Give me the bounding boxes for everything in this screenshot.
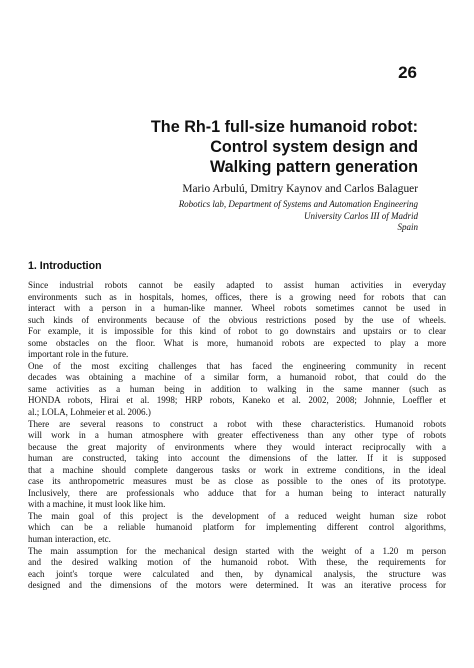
body-line: each joint's torque were calculated and then, by dynamical analysis, the structure was <box>28 568 446 579</box>
body-line: that a machine should complete dangerous tasks or work in extreme conditions, in the ideal <box>28 464 446 475</box>
chapter-title-line: Walking pattern generation <box>209 158 418 176</box>
body-line: Inclusively, there are professionals who adduce that for a human being to interact naturally <box>28 487 446 498</box>
affiliation-line: Robotics lab, Department of Systems and Automation Engineering <box>178 199 418 209</box>
chapter-title <box>78 117 418 177</box>
body-line: case its anthropometric measures must be as close as possible to the ones of its prototype. <box>28 476 446 487</box>
body-line: will work in a human atmosphere with greater effectiveness than any other type of robots <box>28 430 446 441</box>
author-list: Mario Arbulú, Dmitry Kaynov and Carlos Balaguer <box>182 183 418 195</box>
body-line: which can be a reliable humanoid platform for implementing different control algorithms, <box>28 522 446 533</box>
affiliation-line: Spain <box>397 222 418 232</box>
body-line: human interaction, etc. <box>28 534 111 545</box>
body-line: The main goal of this project is the development of a reduced weight human size robot <box>28 510 446 521</box>
body-line: same activities as a human being in addition to walking in the same manner (such as <box>28 383 446 394</box>
body-line: There are several reasons to construct a robot with these characteristics. Humanoid robots <box>28 418 446 429</box>
chapter-number: 26 <box>398 63 417 82</box>
body-line: al.; LOLA, Lohmeier et al. 2006.) <box>28 407 151 418</box>
body-line: For example, it is impossible for this kind of robot to go downstairs and upstairs or to clear <box>28 326 446 337</box>
body-line: Since industrial robots cannot be easily adapted to assist human activities in everyday <box>28 280 446 290</box>
chapter-title-line: Control system design and <box>210 138 418 156</box>
body-line: some obstacles on the floor. What is more, humanoid robots are expected to play a more <box>28 337 446 348</box>
body-line: and the desired walking motion of the humanoid robot. With these, the requirements for <box>28 557 446 568</box>
affiliation-line: University Carlos III of Madrid <box>304 210 418 221</box>
body-text <box>28 280 446 592</box>
body-line: because the great majority of environments where they would interact reciprocally with a <box>28 441 446 452</box>
body-line: One of the most exciting challenges that has faced the engineering community in recent <box>28 360 446 371</box>
body-line: environments such as in hospitals, homes, offices, there is a growing need for robots that can <box>28 291 446 302</box>
chapter-title-line: The Rh-1 full-size humanoid robot: <box>150 118 418 136</box>
body-line: The main assumption for the mechanical design started with the weight of a 1.20 m person <box>28 545 446 556</box>
section-heading: 1. Introduction <box>28 260 102 272</box>
body-line: interact with a person in a human-like manner. Wheel robots sometimes cannot be used in <box>28 303 446 314</box>
body-line: HONDA robots, Hirai et al. 1998; HRP robots, Kaneko et al. 2002, 2008; Johnnie, Loeffler et <box>28 395 446 406</box>
body-line: such kinds of environments because of the obvious restrictions posed by the use of wheels. <box>28 314 446 325</box>
body-line: decades was obtaining a machine of a similar form, a humanoid robot, that could do the <box>28 372 446 383</box>
body-line: important role in the future. <box>28 349 129 360</box>
affiliation <box>179 199 418 234</box>
body-line: with a machine, it must look like him. <box>28 499 166 510</box>
body-line: human are constructed, taking into account the dimensions of the latter. If it is supposed <box>28 453 446 464</box>
body-line: designed and the dimensions of the motors were determined. It was an iterative process for <box>28 580 446 591</box>
